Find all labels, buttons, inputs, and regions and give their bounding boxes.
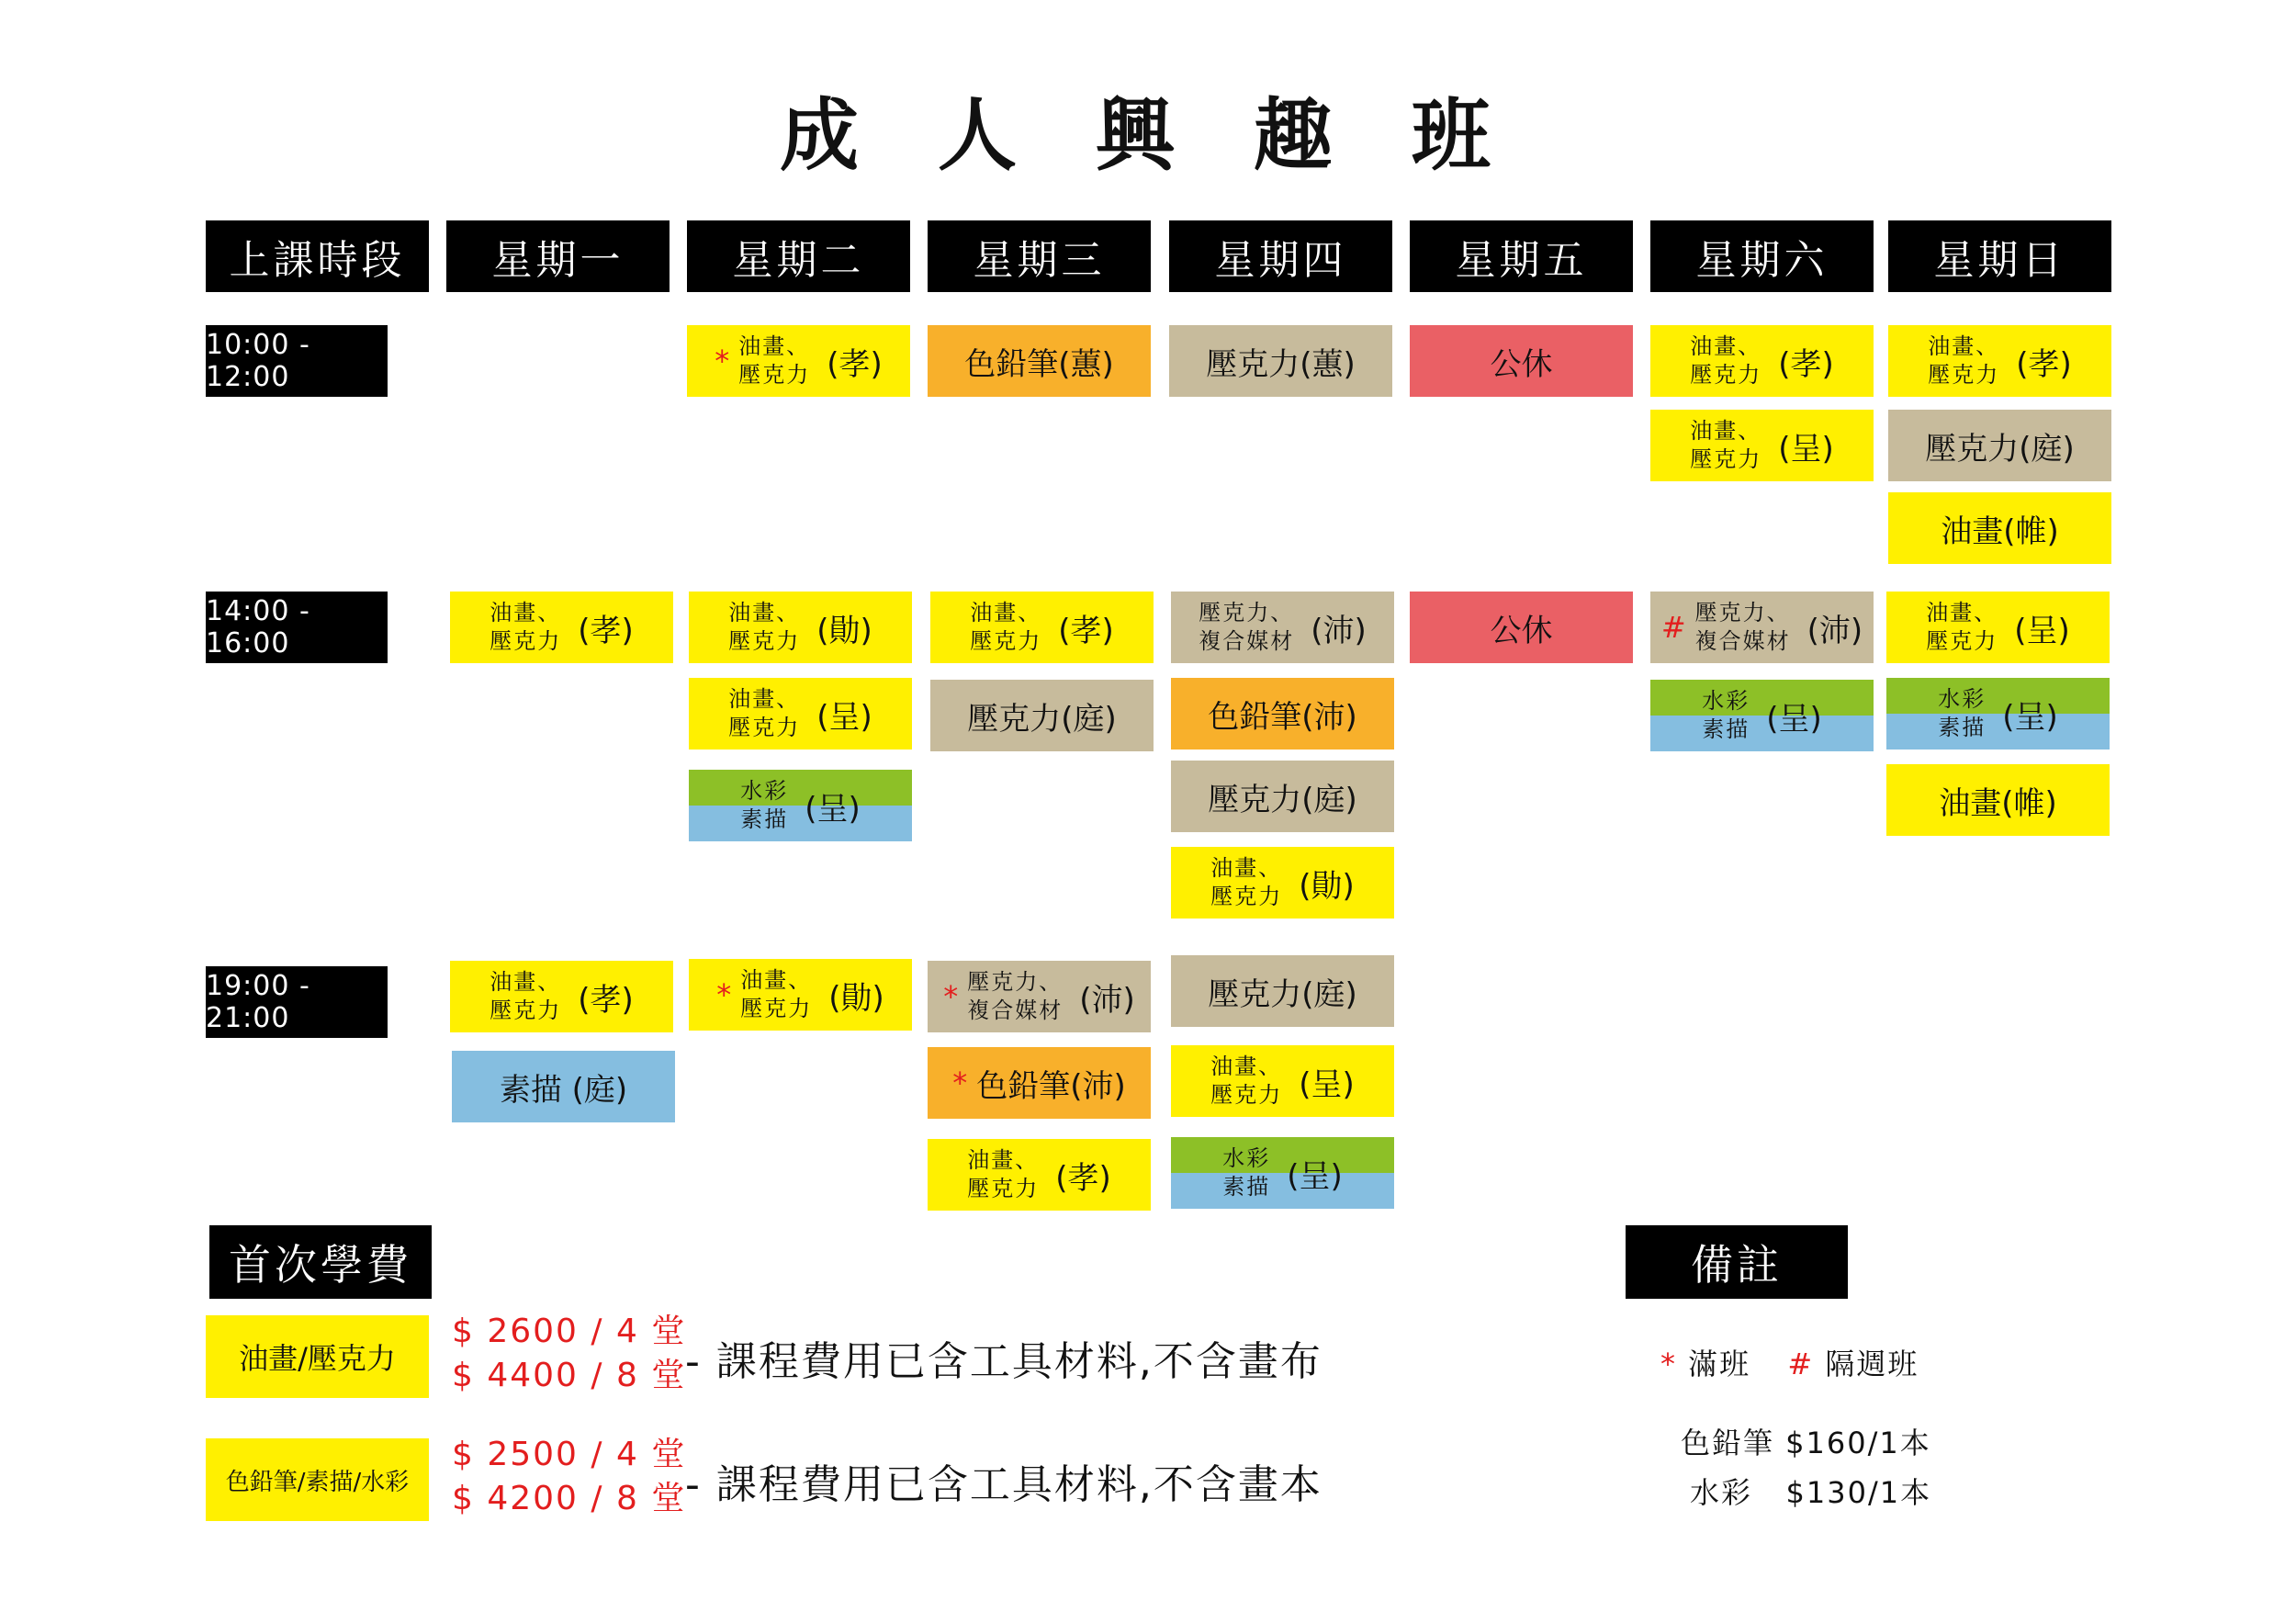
- legend-full-label: 滿班: [1688, 1347, 1751, 1381]
- course-name: 水彩: [1702, 687, 1750, 714]
- course-name: 壓克力(蕙): [1206, 345, 1356, 383]
- course-name: 色鉛筆(沛): [976, 1067, 1126, 1105]
- fee-label: 油畫/壓克力: [206, 1315, 429, 1398]
- legend: [1660, 1341, 1919, 1383]
- remarks-heading: 備註: [1626, 1225, 1848, 1299]
- course-name: 油畫(帷): [1939, 784, 2057, 822]
- course-name: 素描: [740, 806, 789, 832]
- course-name: 素描: [1702, 716, 1750, 742]
- course-name: 水彩: [1938, 685, 1986, 712]
- teacher: (呈): [816, 698, 872, 736]
- course-cell: [928, 1047, 1151, 1119]
- teacher: (孝): [2016, 345, 2072, 383]
- course-name: 壓克力(庭): [1208, 781, 1357, 818]
- course-cell: [1171, 847, 1394, 919]
- teacher: (勛): [1299, 867, 1355, 905]
- header-tuesday: 星期二: [687, 220, 910, 292]
- full-mark: *: [716, 977, 732, 1012]
- page-title: 成 人 興 趣 班: [780, 90, 1516, 182]
- course-cell: [1650, 680, 1874, 751]
- course-cell: [1650, 325, 1874, 397]
- course-name: 素描: [1938, 715, 1986, 740]
- course-cell: [1171, 1045, 1394, 1117]
- header-thursday: 星期四: [1169, 220, 1392, 292]
- fee-label: 色鉛筆/素描/水彩: [206, 1438, 429, 1521]
- alternate-mark: #: [1660, 610, 1686, 645]
- remark-item: 色鉛筆 $160/1本: [1681, 1426, 1931, 1460]
- course-cell: [1171, 761, 1394, 832]
- header-sunday: 星期日: [1888, 220, 2111, 292]
- teacher: (孝): [578, 981, 634, 1019]
- course-name: 壓克力(庭): [967, 700, 1117, 738]
- course-name: 壓克力: [970, 628, 1042, 654]
- course-name: 公休: [1490, 612, 1553, 649]
- teacher: (呈): [1766, 700, 1822, 738]
- teacher: (孝): [578, 612, 634, 649]
- course-cell: [1888, 325, 2111, 397]
- teacher: (孝): [1055, 1159, 1111, 1197]
- teacher: (呈): [805, 790, 861, 828]
- course-cell: [1171, 955, 1394, 1027]
- course-name: 壓克力: [1210, 884, 1283, 909]
- course-name: 油畫、: [490, 968, 562, 995]
- course-name: 壓克力、: [1694, 599, 1791, 626]
- course-name: 油畫、: [1210, 854, 1283, 881]
- course-name: 壓克力: [740, 996, 813, 1021]
- course-name: 壓克力、: [1199, 599, 1295, 626]
- course-cell: [928, 325, 1151, 397]
- course-cell: [689, 770, 912, 841]
- header-friday: 星期五: [1410, 220, 1633, 292]
- course-name: 壓克力: [1928, 362, 2000, 388]
- course-name: 油畫、: [1690, 332, 1762, 359]
- course-name: 油畫、: [738, 332, 811, 359]
- course-name: 壓克力: [490, 997, 562, 1023]
- course-cell-closed: [1410, 325, 1633, 397]
- full-mark: *: [1660, 1347, 1677, 1381]
- course-cell: [1650, 592, 1874, 663]
- remark-item: 水彩 $130/1本: [1690, 1475, 1932, 1510]
- fee-price-4: $ 2500 / 4 堂: [452, 1436, 687, 1473]
- course-cell: [930, 592, 1154, 663]
- teacher: (孝): [827, 345, 883, 383]
- course-name: 素描 (庭): [499, 1071, 628, 1109]
- teacher: (呈): [2002, 698, 2058, 736]
- course-name: 色鉛筆(沛): [1208, 698, 1357, 736]
- course-cell: [1171, 1137, 1394, 1209]
- header-wednesday: 星期三: [928, 220, 1151, 292]
- course-cell: [1171, 678, 1394, 750]
- course-name: 壓克力: [1690, 362, 1762, 388]
- course-cell: [930, 680, 1154, 751]
- full-mark: *: [715, 344, 730, 378]
- fee-price-8: $ 4400 / 8 堂: [452, 1357, 687, 1394]
- teacher: (沛): [1079, 981, 1135, 1019]
- course-cell: [1888, 410, 2111, 481]
- course-cell: [1886, 764, 2110, 836]
- teacher: (孝): [1058, 612, 1114, 649]
- course-cell: [689, 592, 912, 663]
- course-cell: [1650, 410, 1874, 481]
- legend-alternate-label: 隔週班: [1825, 1347, 1919, 1381]
- course-cell: [1888, 492, 2111, 564]
- course-name: 壓克力: [738, 362, 811, 388]
- fee-note: - 課程費用已含工具材料,不含畫本: [685, 1461, 1322, 1508]
- course-name: 油畫、: [1690, 417, 1762, 444]
- course-cell: [450, 592, 673, 663]
- course-name: 壓克力(庭): [1208, 975, 1357, 1013]
- course-name: 壓克力: [728, 715, 801, 740]
- course-name: 公休: [1490, 345, 1553, 383]
- teacher: (呈): [1299, 1065, 1355, 1103]
- course-cell: [687, 325, 910, 397]
- course-name: 壓克力: [967, 1176, 1040, 1201]
- course-name: 油畫、: [1926, 599, 1998, 626]
- teacher: (呈): [1287, 1157, 1343, 1195]
- course-name: 壓克力(庭): [1925, 430, 2075, 468]
- fee-price-4: $ 2600 / 4 堂: [452, 1313, 687, 1350]
- time-slot-afternoon: 14:00 - 16:00: [206, 592, 388, 663]
- header-monday: 星期一: [446, 220, 670, 292]
- teacher: (沛): [1806, 612, 1863, 649]
- course-name: 水彩: [740, 777, 789, 804]
- time-slot-morning: 10:00 - 12:00: [206, 325, 388, 397]
- course-name: 壓克力、: [967, 968, 1064, 995]
- teacher: (勛): [816, 612, 872, 649]
- full-mark: *: [943, 979, 959, 1014]
- course-cell: [928, 961, 1151, 1032]
- teacher: (沛): [1311, 612, 1367, 649]
- course-name: 複合媒材: [1199, 628, 1295, 654]
- course-cell: [1169, 325, 1392, 397]
- teacher: (呈): [1778, 430, 1834, 468]
- course-name: 油畫、: [1210, 1053, 1283, 1079]
- course-name: 水彩: [1222, 1144, 1271, 1171]
- course-name: 壓克力: [1210, 1082, 1283, 1108]
- course-cell: [452, 1051, 675, 1122]
- course-name: 油畫、: [490, 599, 562, 626]
- fees-heading: 首次學費: [209, 1225, 432, 1299]
- course-name: 素描: [1222, 1174, 1271, 1200]
- course-name: 色鉛筆(蕙): [964, 345, 1114, 383]
- time-slot-evening: 19:00 - 21:00: [206, 966, 388, 1038]
- course-cell: [1171, 592, 1394, 663]
- fee-note: - 課程費用已含工具材料,不含畫布: [685, 1338, 1322, 1385]
- full-mark: *: [952, 1065, 968, 1100]
- course-name: 油畫、: [970, 599, 1042, 626]
- course-name: 油畫、: [967, 1146, 1040, 1173]
- course-name: 複合媒材: [1694, 628, 1791, 654]
- teacher: (孝): [1778, 345, 1834, 383]
- course-name: 壓克力: [1926, 628, 1998, 654]
- course-cell-closed: [1410, 592, 1633, 663]
- header-saturday: 星期六: [1650, 220, 1874, 292]
- alternate-mark: #: [1787, 1347, 1815, 1381]
- course-cell: [1886, 592, 2110, 663]
- course-name: 油畫(帷): [1941, 513, 2059, 550]
- course-name: 油畫、: [1928, 332, 2000, 359]
- course-name: 油畫、: [740, 966, 813, 993]
- course-cell: [689, 678, 912, 750]
- fee-price-8: $ 4200 / 8 堂: [452, 1480, 687, 1517]
- course-name: 壓克力: [1690, 446, 1762, 472]
- teacher: (勛): [828, 979, 884, 1017]
- course-name: 油畫、: [728, 599, 801, 626]
- course-name: 壓克力: [490, 628, 562, 654]
- course-cell: [1886, 678, 2110, 750]
- course-name: 油畫、: [728, 685, 801, 712]
- course-cell: [689, 959, 912, 1031]
- course-cell: [928, 1139, 1151, 1211]
- course-name: 複合媒材: [967, 997, 1064, 1023]
- course-name: 壓克力: [728, 628, 801, 654]
- header-time-slot: 上課時段: [206, 220, 429, 292]
- teacher: (呈): [2014, 612, 2070, 649]
- course-cell: [450, 961, 673, 1032]
